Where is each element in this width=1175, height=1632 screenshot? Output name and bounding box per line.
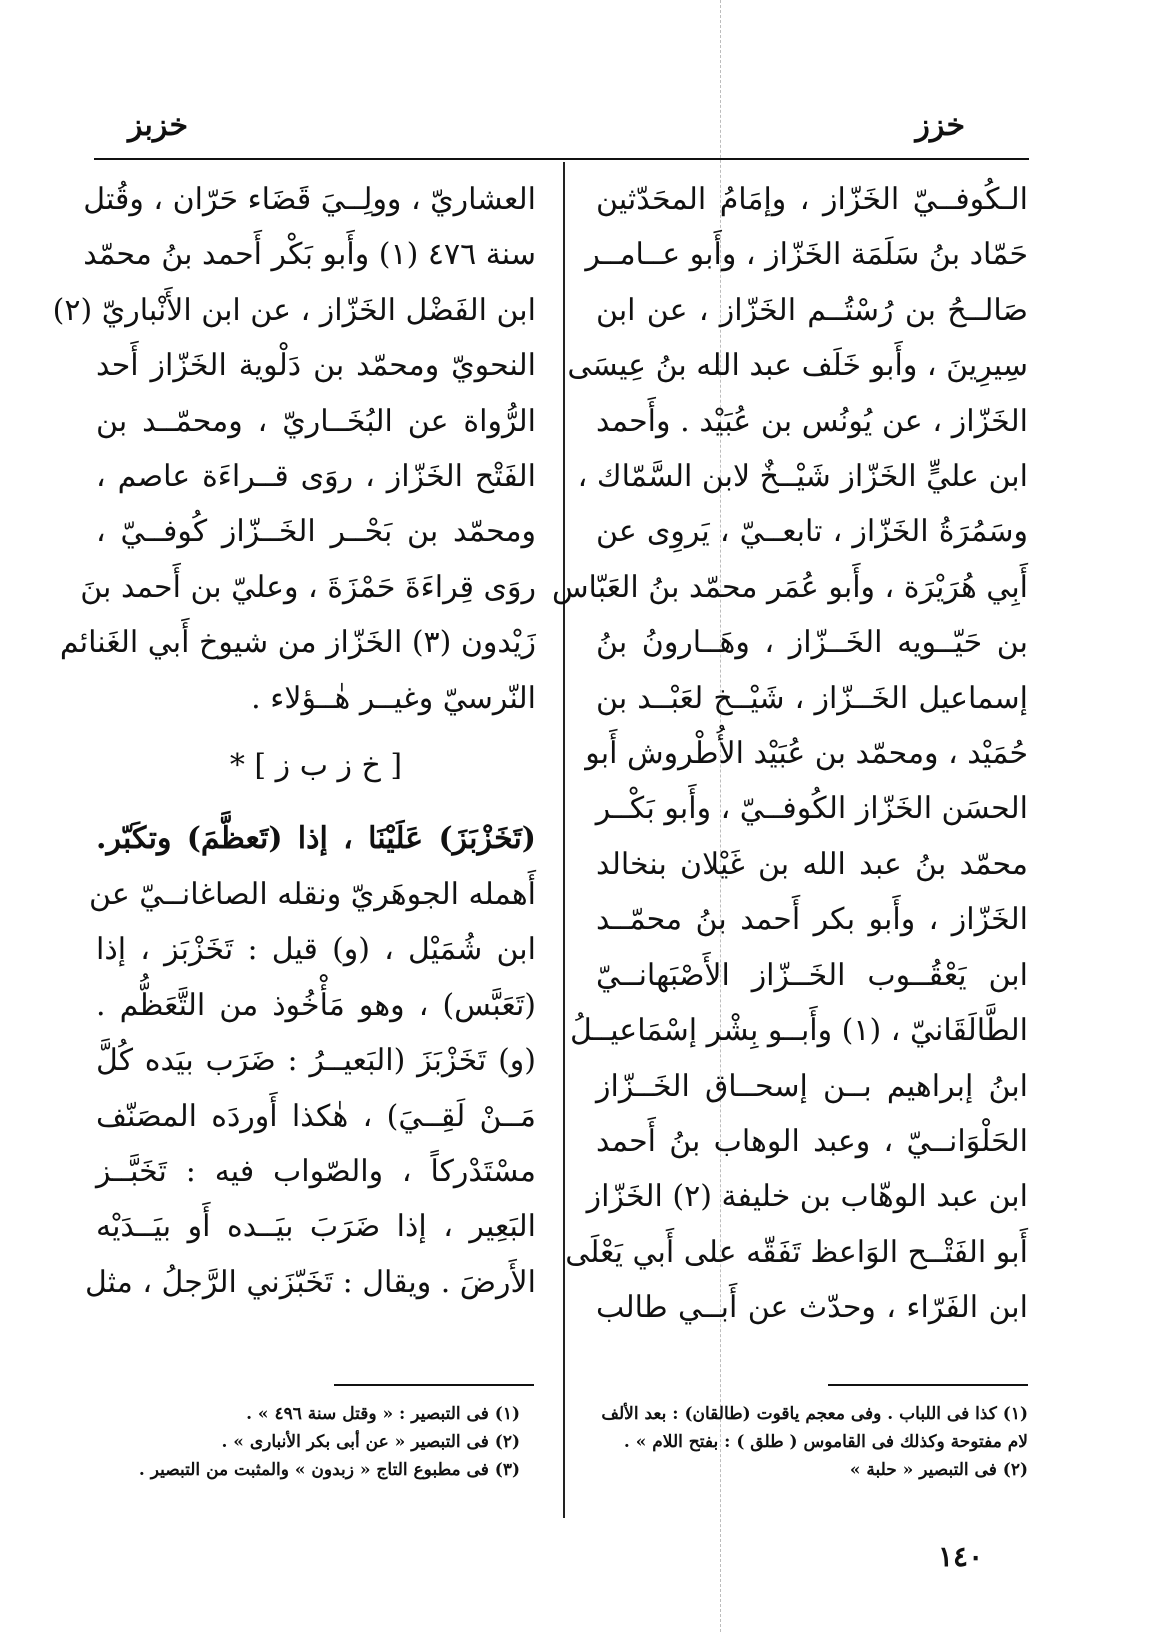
section-heading: [ خ ز ب ز ] *	[229, 748, 403, 784]
entry-line: مسْتَدْركاً ، والصّواب فيه : تَخَبَّــز	[96, 1153, 536, 1189]
text-line: حَمّاد بنُ سَلَمَة الخَزّاز ، وأَبو عــامــر	[585, 237, 1028, 273]
text-line: حُمَيْد ، ومحمّد بن عُبَيْد الأُطْروش أَبو	[585, 736, 1028, 772]
text-line: ومحمّد بن بَحْــر الخَــزّاز كُوفــيّ ،	[96, 514, 536, 550]
text-line: وسَمُرَةُ الخَزّاز ، تابعــيّ ، يَروِى عن	[596, 514, 1028, 550]
entry-line: ابن شُمَيْل ، (و) قيل : تَخَزْبَز ، إذا	[96, 932, 536, 968]
text-line: ابن الفَضْل الخَزّاز ، عن ابن الأَنْباريّ (٢)	[52, 292, 536, 328]
footnote: (٣) فى مطبوع التاج « زبدون » والمثبت من التبصير .	[138, 1460, 520, 1480]
text-line: النحويّ ومحمّد بن دَلْوية الخَزّاز أَحد	[96, 348, 536, 384]
header-rule	[94, 158, 1029, 160]
footnote: لام مفتوحة وكذلك فى القاموس ( طلق ) : بفتح اللام » .	[623, 1432, 1028, 1452]
text-line: الخَزّاز ، وأَبو بكر أَحمد بنُ محمّــد	[596, 902, 1028, 938]
text-line: ابن يَعْقُــوب الخَــزّاز الأَصْبَهانــيّ	[596, 957, 1028, 993]
text-line: بن حَيّــويه الخَــزّاز ، وهَــارونُ بنُ	[596, 625, 1028, 661]
footnote: (١) فى التبصير : « وقتل سنة ٤٩٦ » .	[246, 1404, 520, 1424]
footnote-rule-left	[334, 1384, 534, 1386]
text-line: الخَزّاز ، عن يُونُس بن عُبَيْد . وأَحمد	[596, 403, 1028, 439]
text-line: الفَتْح الخَزّاز ، روَى قــراءَة عاصم ،	[96, 459, 536, 495]
text-line: إسماعيل الخَــزّاز ، شَيْــخ لعَبْــد بن	[596, 680, 1028, 716]
text-line: محمّد بنُ عبد الله بن غَيْلان بنخالد	[596, 846, 1028, 882]
text-line: زَيْدون (٣) الخَزّاز من شيوخ أَبي الغَنائم	[59, 625, 536, 661]
entry-line: مَــنْ لَقِــيَ) ، هٰكذا أَوردَه المصَنّف	[96, 1098, 536, 1134]
text-line: الحسَن الخَزّاز الكُوفــيّ ، وأَبو بَكْــر	[595, 791, 1028, 827]
text-line: سِيرِينَ ، وأَبو خَلَف عبد الله بنُ عِيسَى	[567, 348, 1028, 384]
text-line: الرُّواة عن البُخَــاريّ ، ومحمّــد بن	[96, 403, 536, 439]
text-line: أَبِي هُرَيْرَة ، وأَبو عُمَر محمّد بنُ العَبّاس	[551, 569, 1028, 605]
right-column	[551, 172, 1028, 1336]
entry-line: (و) تَخَزْبَزَ (البَعيــرُ : ضَرَب بيَده كُلَّ	[96, 1043, 536, 1079]
text-line: ابن عبد الوهّاب بن خليفة (٢) الخَزّاز	[586, 1179, 1028, 1215]
text-line: العشاريّ ، وولِــيَ قَضَاء حَرّان ، وقُتل	[83, 182, 536, 217]
entry-line: البَعِير ، إذا ضَرَبَ بيَــده أَو بيَــدَيْه	[96, 1209, 536, 1245]
text-line: ابن الفَرّاء ، وحدّث عن أَبــي طالب	[596, 1290, 1028, 1326]
entry-line: الأَرضَ . ويقال : تَخَبّزَني الرَّجلُ ، مثل	[84, 1264, 536, 1300]
footnotes-right	[596, 1400, 1028, 1484]
footnote: (٢) فى التبصير « عن أبى بكر الأنبارى » .	[221, 1432, 520, 1452]
text-line: النّرسيّ وغيــر هٰــؤلاء .	[251, 680, 536, 716]
entry-line: أَهمله الجوهَريّ ونقله الصاغانــيّ عن	[88, 876, 536, 912]
text-line: ابن عليٍّ الخَزّاز شَيْــخٌ لابن السَّمّاك ،	[577, 459, 1028, 495]
page-number: ١٤٠	[938, 1540, 984, 1573]
text-line: الحَلْوَانــيّ ، وعبد الوهاب بنُ أَحمد	[596, 1123, 1028, 1159]
header-word-left: خزبز	[128, 108, 188, 143]
footnote: (٢) فى التبصير « حلبة »	[849, 1460, 1028, 1480]
entry-line: (تَعَبَّس) ، وهو مَأْخُوذ من التَّعَظُّم .	[96, 987, 536, 1023]
header-word-right: خزز	[915, 108, 965, 143]
text-line: الطَّالَقَانيّ ، (١) وأَبــو بِشْر إسْمَاعيــلُ	[569, 1013, 1028, 1049]
footnote: (١) كذا فى اللباب . وفى معجم ياقوت (طالقان) : بعد الألف	[601, 1404, 1028, 1424]
text-line: ابنُ إبراهيم بــن إسحــاق الخَــزّاز	[596, 1068, 1028, 1104]
text-line: سنة ٤٧٦ (١) وأَبو بَكْر أَحمد بنُ محمّد	[83, 237, 536, 273]
entry-line: (تَخَزْبَزَ) عَلَيْنَا ، إذا (تَعظَّمَ) وتكَبّر.	[96, 821, 536, 857]
text-line: صَالــحُ بن رُسْتُــم الخَزّاز ، عن ابن	[596, 292, 1028, 328]
text-line: الـكُوفــيّ الخَزّاز ، وإمَامُ المحَدّثين	[596, 182, 1028, 217]
footnotes-left	[110, 1400, 520, 1484]
text-line: روَى قِراءَةَ حَمْزَةَ ، وعليّ بن أَحمد بنَ	[80, 569, 536, 605]
column-divider	[563, 162, 565, 1518]
text-line: أَبو الفَتْــح الوَاعظ تَفَقّه على أَبي يَعْلَى	[565, 1234, 1028, 1270]
left-column	[52, 172, 536, 1310]
footnote-rule-right	[828, 1384, 1028, 1386]
